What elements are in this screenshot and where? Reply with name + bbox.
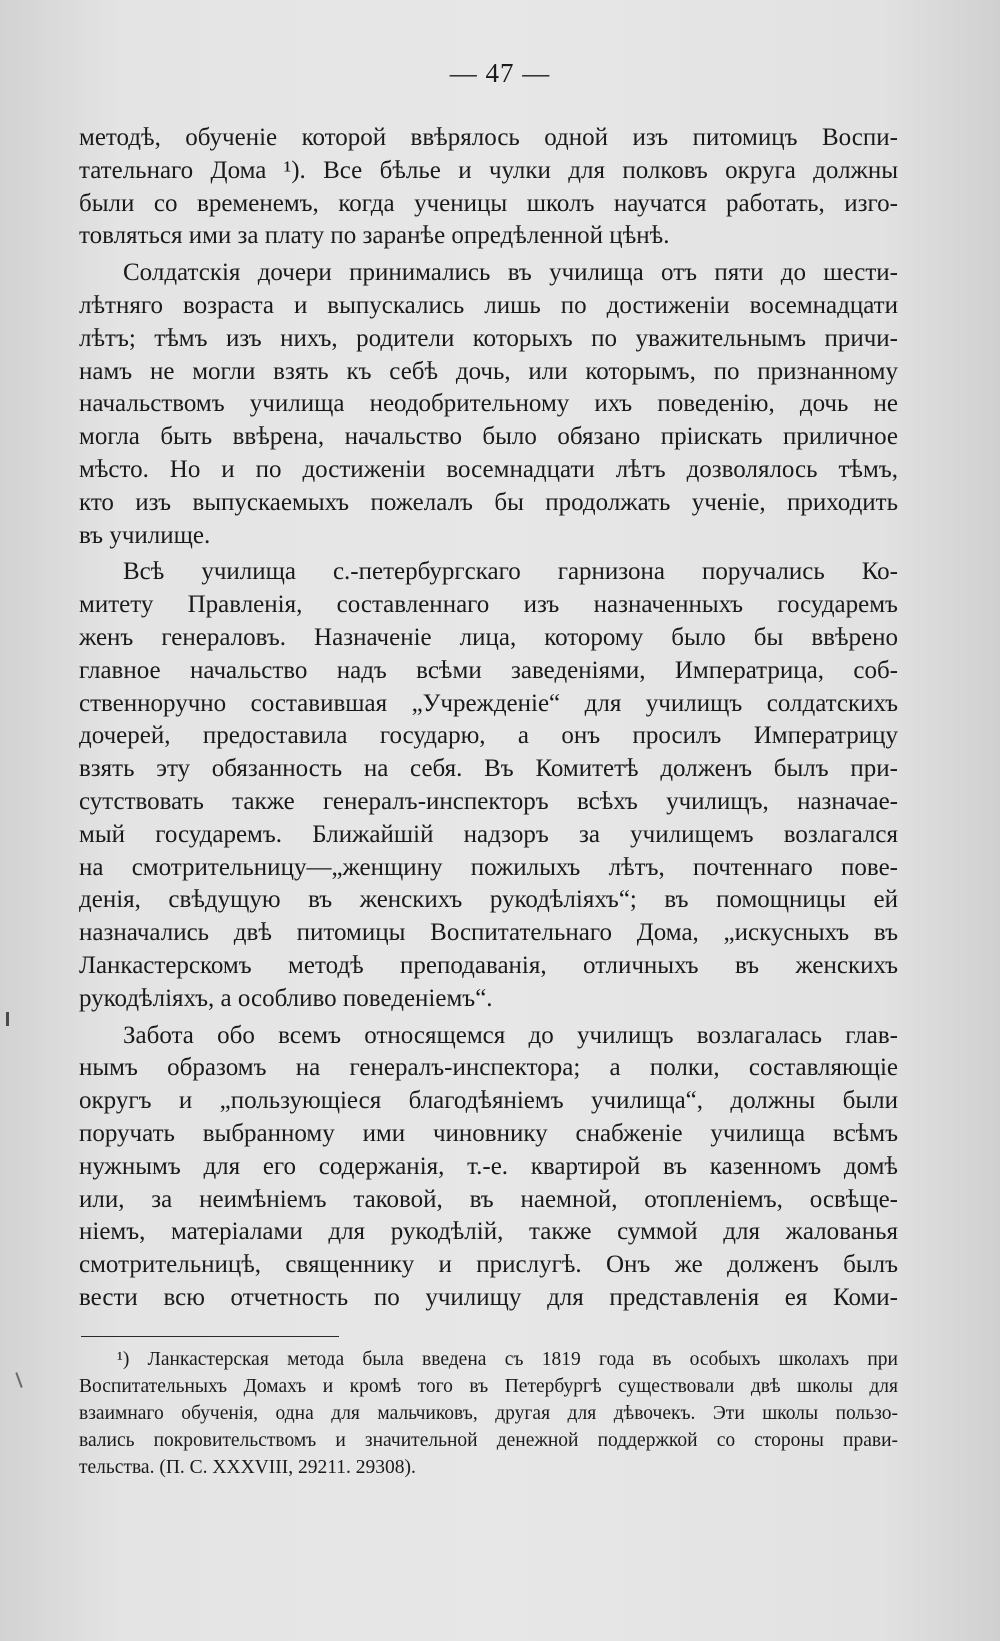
text-line: Забота обо всемъ относящемся до училищъ возлагалась глав- <box>123 1021 898 1049</box>
text-line: мѣсто. Но и по достиженіи восемнадцати лѣтъ дозволялось тѣмъ, <box>79 455 898 483</box>
text-line: назначались двѣ питомицы Воспитательнаго Дома, „искусныхъ въ <box>79 919 898 947</box>
text-line: денія, свѣдущую въ женскихъ рукодѣліяхъ“; въ помощницы ей <box>79 886 898 914</box>
text-line: Всѣ училища с.-петербургскаго гарнизона поручались Ко- <box>123 558 898 586</box>
text-line: нужнымъ для его содержанія, т.-е. квартирой въ казенномъ домѣ <box>79 1152 898 1180</box>
footnote-line: Воспитательныхъ Домахъ и кромѣ того въ Петербургѣ существовали двѣ школы для <box>79 1376 898 1397</box>
text-line: Ланкастерскомъ методѣ преподаванія, отличныхъ въ женскихъ <box>79 951 898 979</box>
text-line: начальствомъ училища неодобрительному ихъ поведенію, дочь не <box>79 390 898 418</box>
text-line: ніемъ, матеріалами для рукодѣлій, также суммой для жалованья <box>79 1218 898 1246</box>
paragraph <box>79 1020 898 1315</box>
text-line: лѣтняго возраста и выпускались лишь по достиженіи восемнадцати <box>79 291 898 319</box>
margin-mark <box>6 1012 9 1026</box>
text-line: женъ генераловъ. Назначеніе лица, которому было бы ввѣрено <box>79 623 898 651</box>
footnote-line: взаимнаго обученія, одна для мальчиковъ, другая для дѣвочекъ. Эти школы пользо- <box>79 1403 898 1424</box>
text-line: намъ не могли взять къ себѣ дочь, или которымъ, по признанному <box>79 357 898 385</box>
text-line: митету Правленія, составленнаго изъ назначенныхъ государемъ <box>79 591 898 619</box>
text-line: поручать выбранному ими чиновнику снабженіе училища всѣмъ <box>79 1119 898 1147</box>
paragraph <box>79 257 898 552</box>
footnote-line: ¹) Ланкастерская метода была введена съ 1819 года въ особыхъ школахъ при <box>117 1349 898 1370</box>
text-line: рукодѣліяхъ, а особливо поведеніемъ“. <box>79 984 493 1012</box>
text-line: въ училище. <box>79 521 211 549</box>
text-line: мый государемъ. Ближайшій надзоръ за училищемъ возлагался <box>79 820 898 848</box>
text-line: товляться ими за плату по заранѣе опредѣленной цѣнѣ. <box>79 222 670 250</box>
text-line: округъ и „пользующіеся благодѣяніемъ училища“, должны были <box>79 1087 898 1115</box>
text-line: методѣ, обученіе которой ввѣрялось одной изъ питомицъ Воспи- <box>79 124 898 151</box>
text-line: главное начальство надъ всѣми заведеніями, Императрица, соб- <box>79 656 898 684</box>
text-line: взять эту обязанность на себя. Въ Комитетѣ долженъ былъ при- <box>79 755 898 783</box>
text-line: или, за неимѣніемъ таковой, въ наемной, отопленіемъ, освѣще- <box>79 1185 898 1213</box>
text-line: ственноручно составившая „Учрежденіе“ для училищъ солдатскихъ <box>79 689 898 717</box>
text-line: смотрительницѣ, священнику и прислугѣ. Онъ же долженъ былъ <box>79 1251 898 1279</box>
paragraph <box>79 556 898 1015</box>
footnote-line: тельства. (П. С. XXXVIII, 29211. 29308). <box>79 1457 416 1478</box>
body-text <box>79 122 898 1315</box>
text-line: вести всю отчетность по училищу для представленія ея Коми- <box>79 1283 898 1311</box>
text-line: на смотрительницу—„женщину пожилыхъ лѣтъ, почтеннаго пове- <box>79 853 898 881</box>
text-line: Солдатскія дочери принимались въ училища отъ пяти до шести- <box>123 259 898 287</box>
text-line: могла быть ввѣрена, начальство было обязано пріискать приличное <box>79 423 898 451</box>
footnote-line: вались покровительствомъ и значительной денежной поддержкой со стороны прави- <box>79 1430 898 1451</box>
text-line: кто изъ выпускаемыхъ пожелалъ бы продолжать ученіе, приходить <box>79 488 898 516</box>
margin-mark <box>15 1372 22 1388</box>
text-line: нымъ образомъ на генералъ-инспектора; а полки, составляющіе <box>79 1054 898 1082</box>
page-number: — 47 — <box>449 58 551 88</box>
footnote <box>79 1346 898 1481</box>
text-line: лѣтъ; тѣмъ изъ нихъ, родители которыхъ по уважительнымъ причи- <box>79 324 898 352</box>
paragraph <box>79 122 898 253</box>
text-line: тательнаго Дома ¹). Все бѣлье и чулки для полковъ округа должны <box>79 156 898 184</box>
text-line: сутствовать также генералъ-инспекторъ всѣхъ училищъ, назначае- <box>79 787 898 815</box>
text-line: дочерей, предоставила государю, а онъ просилъ Императрицу <box>79 722 898 750</box>
footnote-divider <box>81 1336 339 1337</box>
text-line: были со временемъ, когда ученицы школъ научатся работать, изго- <box>79 189 898 217</box>
